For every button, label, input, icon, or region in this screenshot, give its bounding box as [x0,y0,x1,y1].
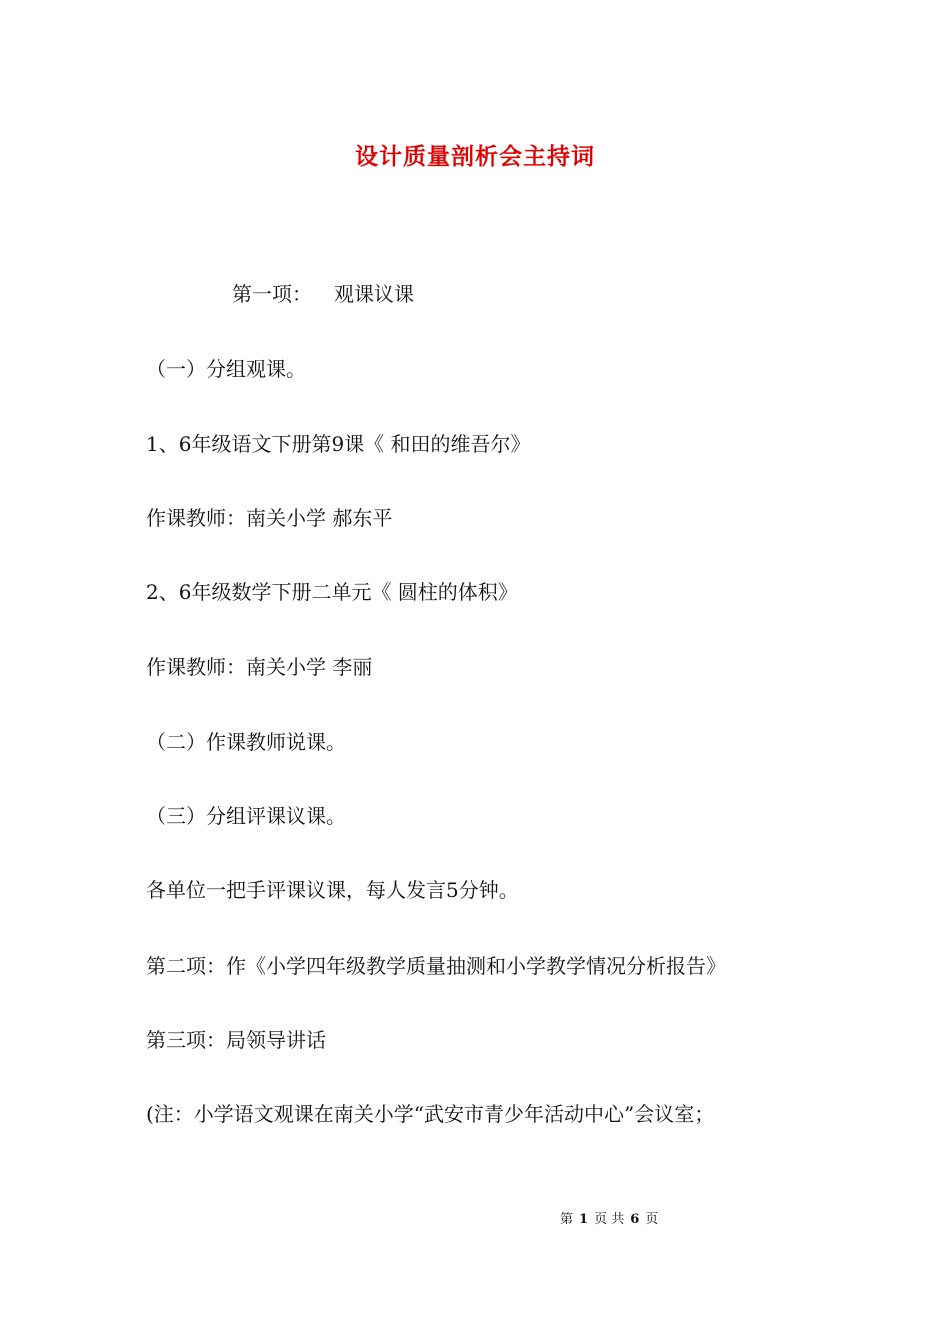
item-2: 第二项：作《小学四年级教学质量抽测和小学教学情况分析报告》 [146,954,726,978]
lesson-2: 2、6年级数学下册二单元《 圆柱的体积》 [146,580,518,604]
subsection-2: （二）作课教师说课。 [146,730,346,754]
page-number [560,1208,664,1227]
page-mid: 页 共 [594,1212,625,1227]
page-prefix: 第 [560,1212,574,1227]
units-note: 各单位一把手评课议课，每人发言5分钟。 [146,878,519,902]
page-suffix: 页 [645,1212,659,1227]
item-3: 第三项：局领导讲话 [146,1028,326,1052]
document-title: 设计质量剖析会主持词 [355,143,595,170]
page-total: 6 [630,1212,640,1227]
teacher-2: 作课教师：南关小学 李丽 [146,655,373,679]
item-1-text: 观课议课 [334,282,414,306]
subsection-1: （一）分组观课。 [146,357,306,381]
venue-note: (注：小学语文观课在南关小学“武安市青少年活动中心”会议室； [146,1102,715,1126]
item-1-heading [232,280,414,308]
teacher-1: 作课教师：南关小学 郝东平 [146,506,393,530]
page-current: 1 [579,1212,589,1227]
item-1-label: 第一项： [232,282,312,306]
subsection-3: （三）分组评课议课。 [146,804,346,828]
lesson-1: 1、6年级语文下册第9课《 和田的维吾尔》 [146,432,531,456]
